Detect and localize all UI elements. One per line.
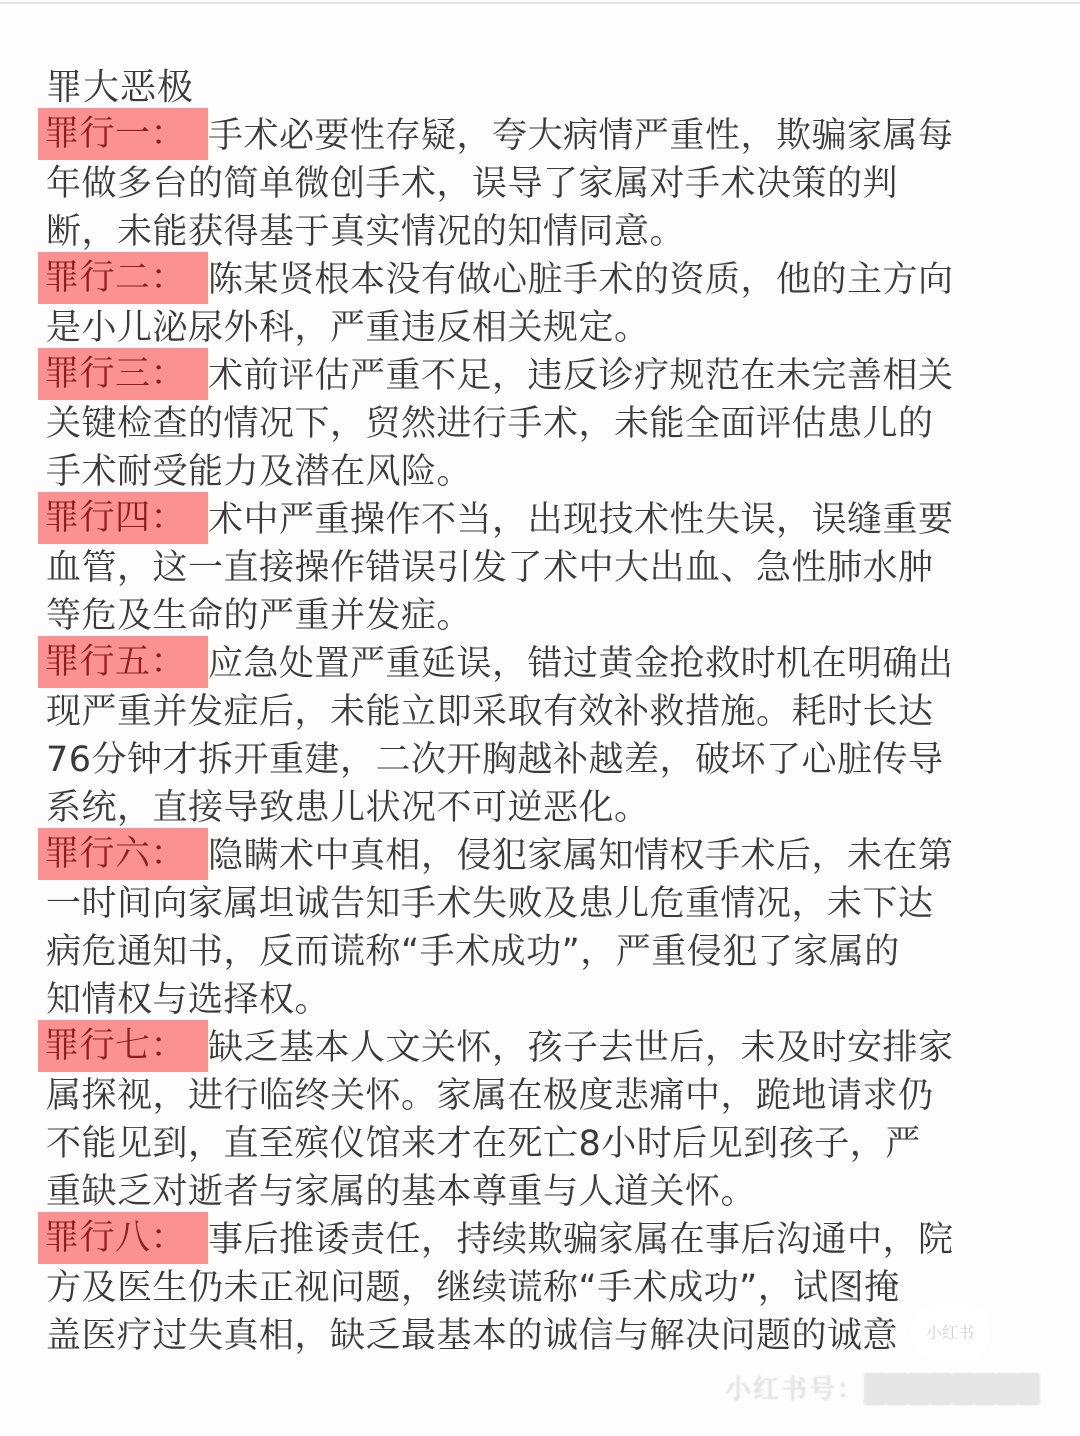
crime-line: 手术耐受能力及潜在风险。 — [46, 452, 473, 492]
crime-text: 陈某贤根本没有做心脏手术的资质，他的主方向 — [208, 260, 954, 300]
crime-label-highlight: 罪行五： — [38, 636, 208, 688]
crime-text: 隐瞒术中真相，侵犯家属知情权手术后，未在第 — [208, 836, 954, 876]
crime-line: 76分钟才拆开重建，二次开胸越补越差，破坏了心脏传导 — [46, 740, 944, 780]
crime-line — [46, 1024, 1036, 1072]
crime-item-2 — [46, 256, 1036, 352]
crime-item-7 — [46, 1024, 1036, 1216]
crime-line — [46, 832, 1036, 880]
crime-text: 术中严重操作不当，出现技术性失误，误缝重要 — [208, 500, 954, 540]
crime-line — [46, 112, 1036, 160]
crime-line: 一时间向家属坦诚告知手术失败及患儿危重情况，未下达 — [46, 884, 934, 924]
crime-line: 是小儿泌尿外科，严重违反相关规定。 — [46, 308, 650, 348]
crime-line: 属探视，进行临终关怀。家属在极度悲痛中，跪地请求仍 — [46, 1076, 934, 1116]
crime-line: 系统，直接导致患儿状况不可逆恶化。 — [46, 788, 650, 828]
watermark-logo-icon: 小红书 — [910, 1305, 990, 1361]
crime-line — [46, 256, 1036, 304]
crime-label-highlight: 罪行一： — [38, 108, 208, 160]
crime-item-1 — [46, 112, 1036, 256]
crime-item-8 — [46, 1216, 1036, 1360]
crime-line — [46, 1216, 1036, 1264]
crime-line: 知情权与选择权。 — [46, 980, 331, 1020]
crime-text: 缺乏基本人文关怀，孩子去世后，未及时安排家 — [208, 1028, 954, 1068]
crime-line: 关键检查的情况下，贸然进行手术，未能全面评估患儿的 — [46, 404, 934, 444]
crime-label-highlight: 罪行八： — [38, 1212, 208, 1264]
crime-line: 病危通知书，反而谎称“手术成功”，严重侵犯了家属的 — [46, 932, 900, 972]
crime-item-4 — [46, 496, 1036, 640]
crime-text: 应急处置严重延误，错过黄金抢救时机在明确出 — [208, 644, 954, 684]
crime-item-5 — [46, 640, 1036, 832]
crime-item-6 — [46, 832, 1036, 1024]
crime-line — [46, 496, 1036, 544]
crime-text: 术前评估严重不足，违反诊疗规范在未完善相关 — [208, 356, 954, 396]
crime-line — [46, 352, 1036, 400]
crime-line: 等危及生命的严重并发症。 — [46, 596, 473, 636]
crime-line — [46, 640, 1036, 688]
crime-line: 现严重并发症后，未能立即采取有效补救措施。耗时长达 — [46, 692, 934, 732]
crime-label-highlight: 罪行三： — [38, 348, 208, 400]
crime-text: 手术必要性存疑，夸大病情严重性，欺骗家属每 — [208, 116, 954, 156]
top-divider — [0, 2, 1080, 4]
crime-line: 重缺乏对逝者与家属的基本尊重与人道关怀。 — [46, 1172, 757, 1212]
crime-line: 方及医生仍未正视问题，继续谎称“手术成功”，试图掩 — [46, 1268, 900, 1308]
crime-line: 不能见到，直至殡仪馆来才在死亡8小时后见到孩子，严 — [46, 1124, 921, 1164]
document-title: 罪大恶极 — [46, 67, 195, 108]
document-body — [46, 64, 1036, 1360]
crime-line: 盖医疗过失真相，缺乏最基本的诚信与解决问题的诚意 — [46, 1316, 899, 1356]
crime-line: 年做多台的简单微创手术，误导了家属对手术决策的判 — [46, 164, 899, 204]
crime-item-3 — [46, 352, 1036, 496]
crime-label-highlight: 罪行六： — [38, 828, 208, 880]
crime-text: 事后推诿责任，持续欺骗家属在事后沟通中，院 — [208, 1220, 954, 1260]
watermark-text: 小红书号：████████ — [725, 1375, 1041, 1405]
crime-label-highlight: 罪行二： — [38, 252, 208, 304]
crime-label-highlight: 罪行七： — [38, 1020, 208, 1072]
crime-line: 断，未能获得基于真实情况的知情同意。 — [46, 212, 686, 252]
crime-line: 血管，这一直接操作错误引发了术中大出血、急性肺水肿 — [46, 548, 934, 588]
crime-label-highlight: 罪行四： — [38, 492, 208, 544]
